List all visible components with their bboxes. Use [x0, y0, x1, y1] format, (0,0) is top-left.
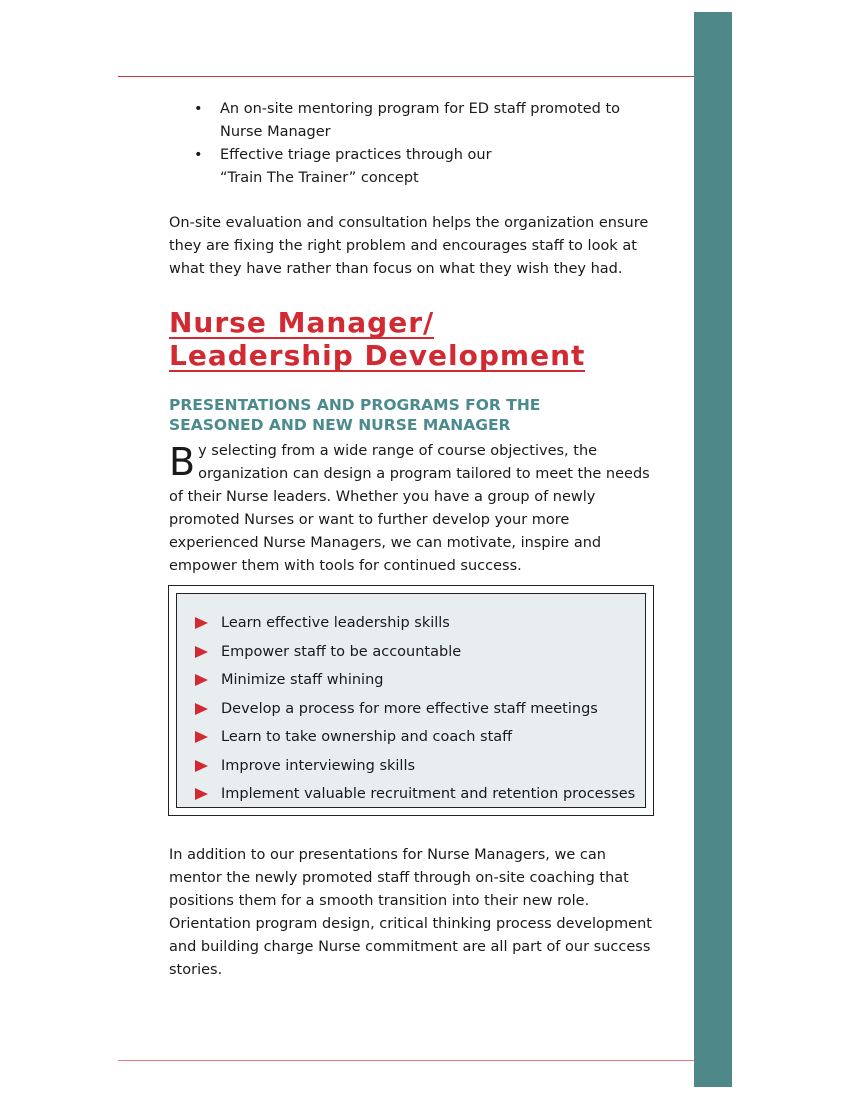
- section-body: [169, 440, 661, 578]
- benefit-label: Learn to take ownership and coach staff: [221, 729, 513, 745]
- benefit-label: Develop a process for more effective staff meetings: [221, 700, 598, 717]
- section-title-line-1: Nurse Manager/: [169, 306, 435, 339]
- section-body-text: y selecting from a wide range of course objectives, the organization can design a program tailored to meet the needs of their Nurse leaders. Whether you have a group of newly promoted Nurses or want to further develop your more experienced Nurse Managers, we can motivate, inspire and empower them with tools for continued success.: [169, 443, 650, 574]
- benefit-item: [195, 780, 635, 809]
- benefit-item: [195, 609, 635, 638]
- section-title: [169, 306, 669, 372]
- bottom-rule: [118, 1060, 694, 1061]
- benefit-label: Learn effective leadership skills: [221, 615, 450, 631]
- benefit-item: [195, 752, 635, 781]
- benefits-list: [195, 609, 635, 809]
- benefit-label: Improve interviewing skills: [221, 757, 416, 774]
- benefits-box-inner: [176, 593, 646, 808]
- benefit-label: Minimize staff whining: [221, 672, 384, 688]
- drop-cap: B: [169, 440, 196, 484]
- triangle-bullet-icon: [195, 788, 208, 800]
- benefit-item: [195, 695, 635, 724]
- benefit-item: [195, 666, 635, 695]
- triangle-bullet-icon: [195, 617, 208, 629]
- bullet-line: Effective triage practices through our: [220, 147, 492, 163]
- benefit-label: Implement valuable recruitment and retention processes: [221, 786, 636, 802]
- triangle-bullet-icon: [195, 703, 208, 715]
- benefits-box: [168, 585, 654, 816]
- triangle-bullet-icon: [195, 646, 208, 658]
- benefit-label: Empower staff to be accountable: [221, 643, 462, 660]
- bullet-line: Nurse Manager: [220, 124, 331, 140]
- triangle-bullet-icon: [195, 731, 208, 743]
- bullet-line: An on-site mentoring program for ED staff promoted to: [220, 101, 620, 117]
- section-subheading: [169, 395, 589, 435]
- side-color-bar: [694, 12, 732, 1087]
- triangle-bullet-icon: [195, 674, 208, 686]
- triangle-bullet-icon: [195, 760, 208, 772]
- subheading-line-1: PRESENTATIONS AND PROGRAMS FOR THE: [169, 396, 541, 414]
- intro-bullet-item: [192, 98, 662, 144]
- benefit-item: [195, 638, 635, 667]
- bullet-glyph: •: [194, 147, 203, 163]
- benefit-item: [195, 723, 635, 752]
- section-title-line-2: Leadership Development: [169, 339, 586, 372]
- intro-bullet-list: [192, 98, 662, 190]
- bullet-glyph: •: [194, 101, 203, 117]
- bullet-line: “Train The Trainer” concept: [220, 170, 419, 186]
- closing-paragraph: In addition to our presentations for Nurse Managers, we can mentor the newly promoted staff through on-site coaching that positions them for a smooth transition into their new role. Orientation program design, critical thinking process development and building charge Nurse commitment are all part of our success stories.: [169, 847, 652, 978]
- subheading-line-2: SEASONED AND NEW NURSE MANAGER: [169, 416, 511, 434]
- intro-bullet-item: [192, 144, 662, 190]
- evaluation-paragraph: On-site evaluation and consultation helps the organization ensure they are fixing the right problem and encourages staff to look at what they have rather than focus on what they wish they had.: [169, 215, 649, 277]
- top-rule: [118, 76, 694, 77]
